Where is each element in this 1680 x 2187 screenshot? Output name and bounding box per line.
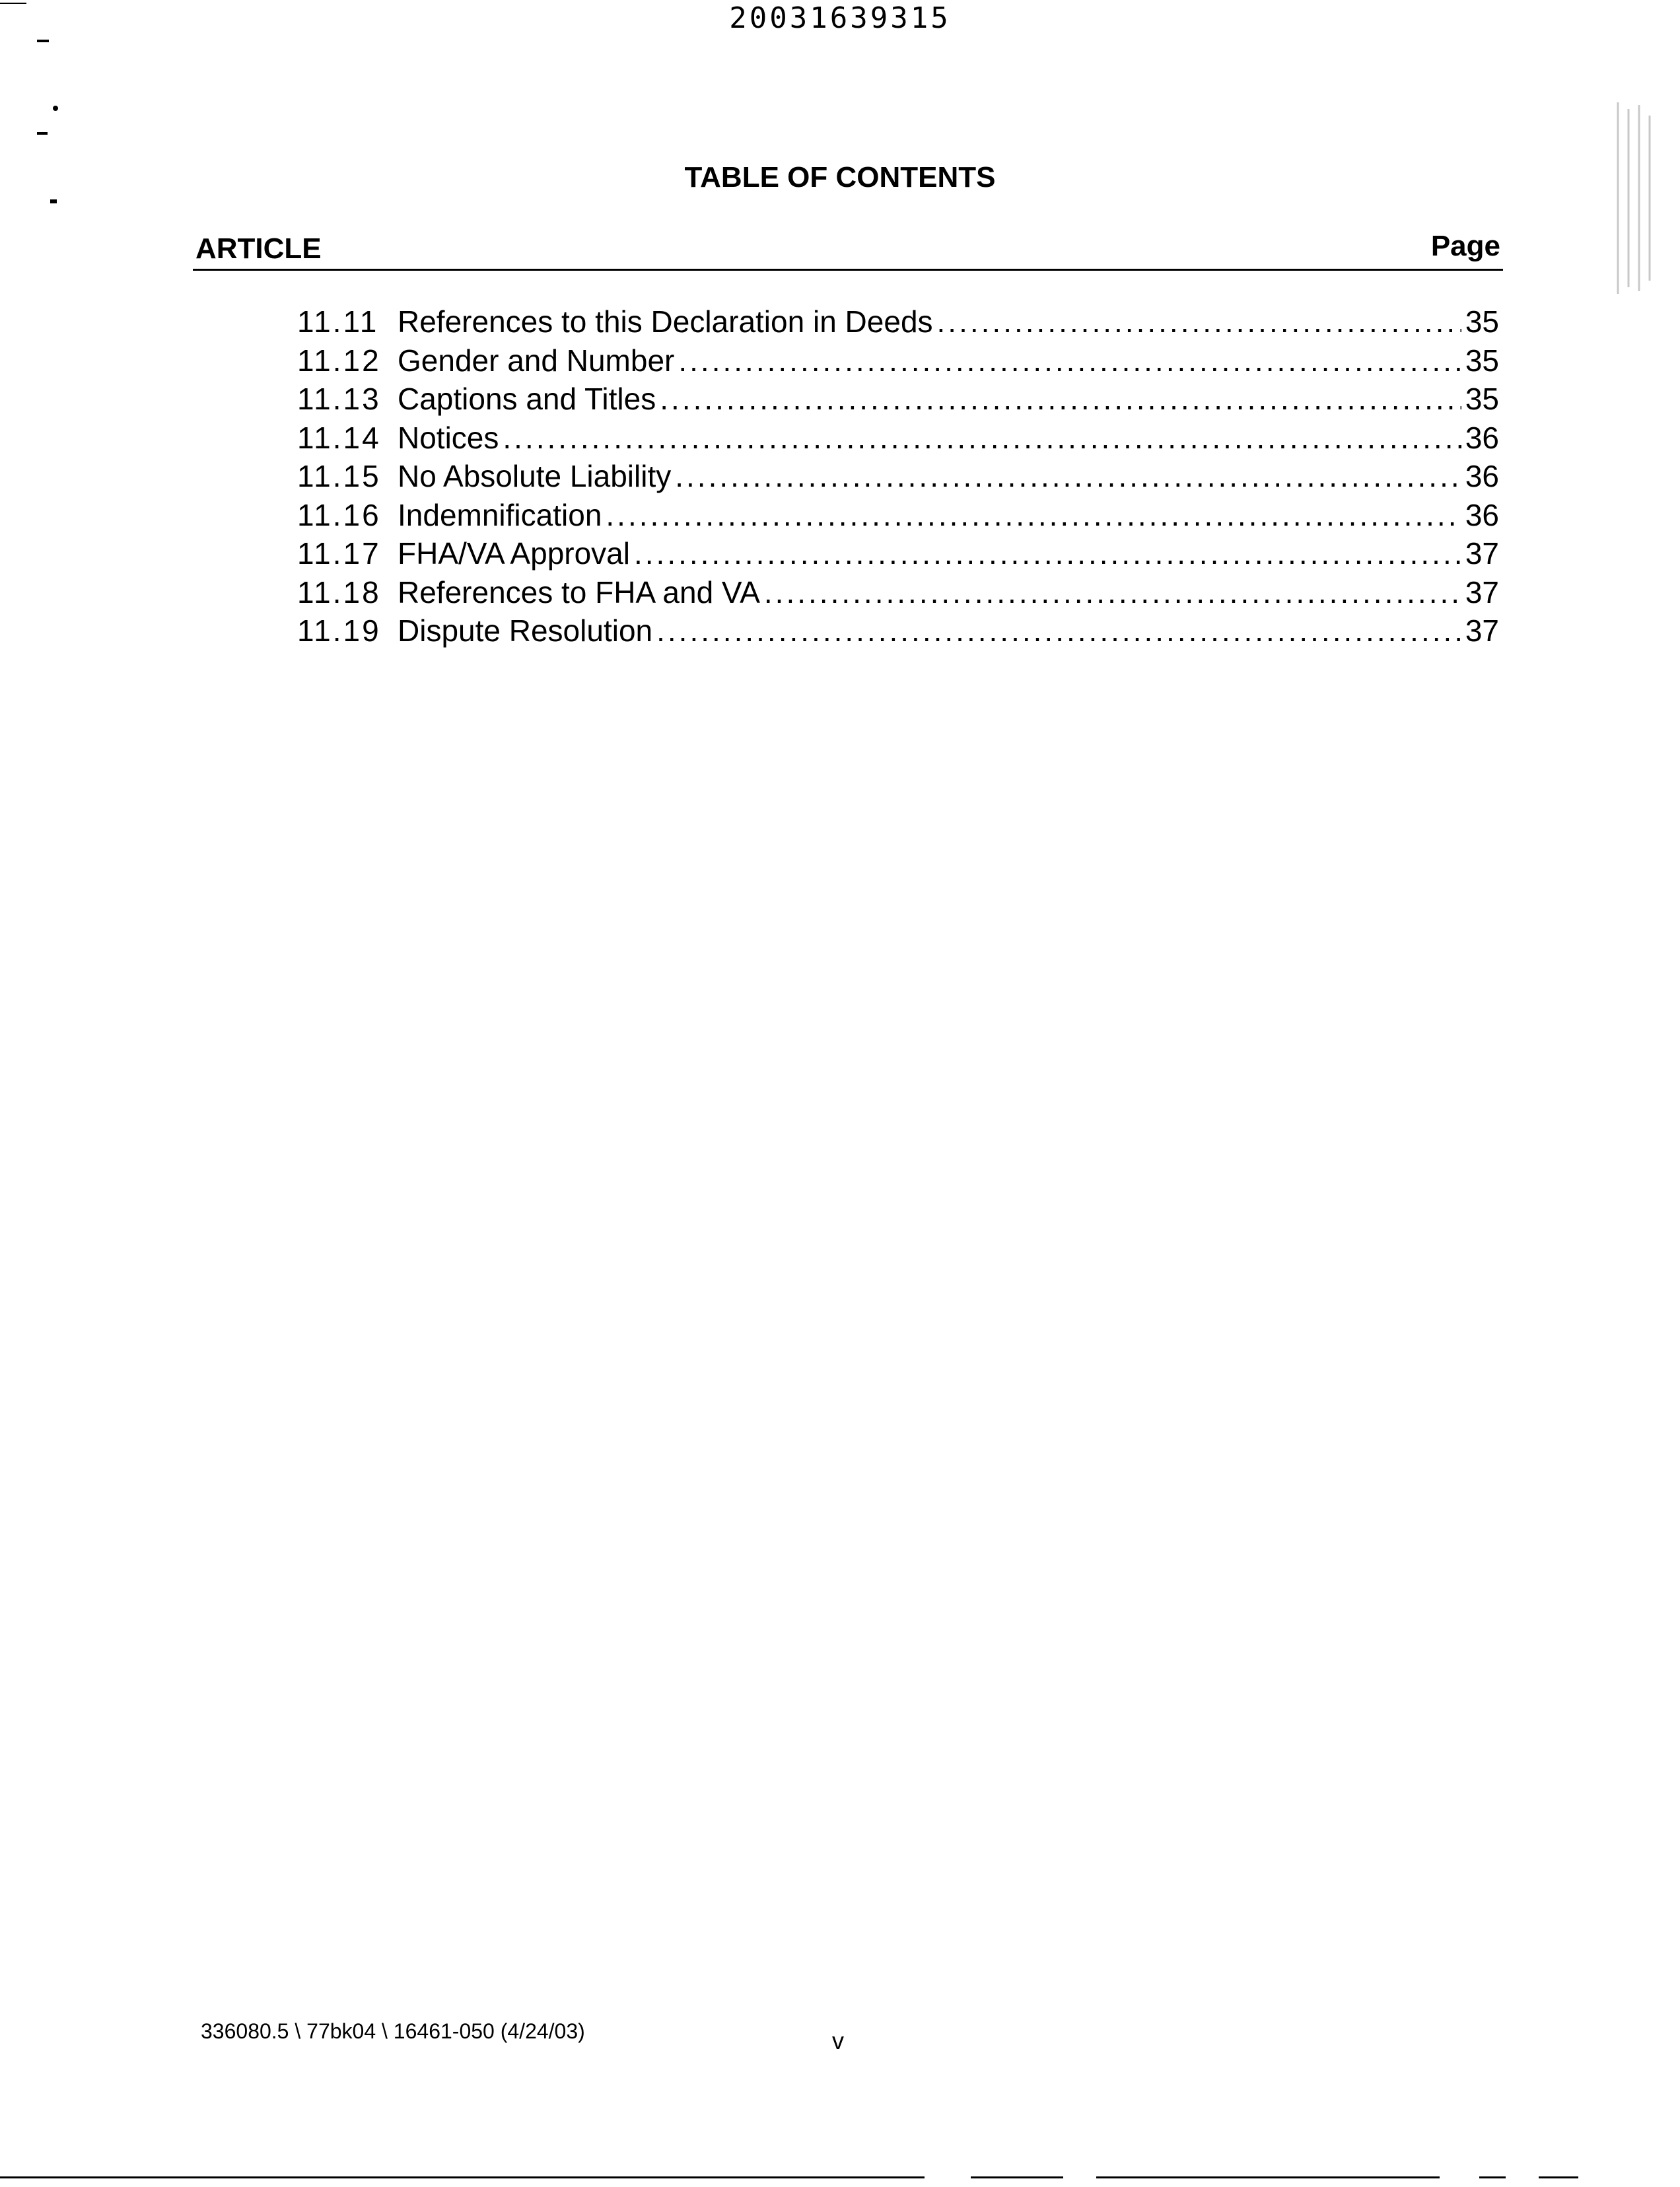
toc-entry[interactable] bbox=[297, 419, 1499, 458]
toc-entry-number: 11.11 bbox=[297, 304, 379, 339]
toc-entry-page: 37 bbox=[1465, 536, 1499, 571]
toc-entry-title: References to this Declaration in Deeds bbox=[398, 304, 933, 339]
toc-entry-title: References to FHA and VA bbox=[398, 574, 760, 609]
bottom-scan-rule bbox=[1096, 2176, 1440, 2178]
toc-entry[interactable] bbox=[297, 496, 1499, 535]
side-stamp-mark bbox=[1611, 96, 1662, 300]
toc-entry-page: 35 bbox=[1465, 304, 1499, 339]
toc-entry-number: 11.16 bbox=[297, 497, 381, 532]
scan-speck bbox=[53, 106, 58, 111]
toc-entry-number: 11.19 bbox=[297, 613, 381, 648]
toc-entry-number: 11.13 bbox=[297, 382, 381, 416]
toc-entry-page: 36 bbox=[1465, 420, 1499, 455]
toc-entry-title: Indemnification bbox=[398, 497, 602, 532]
dot-leader bbox=[764, 573, 1461, 611]
toc-entry-number: 11.18 bbox=[297, 574, 381, 609]
toc-entry[interactable] bbox=[297, 534, 1499, 573]
footer-page-number: v bbox=[832, 2027, 844, 2054]
scan-speck bbox=[0, 3, 26, 4]
toc-entry-title: Gender and Number bbox=[398, 343, 675, 378]
page-column-header: Page bbox=[1430, 230, 1500, 262]
toc-entry-page: 36 bbox=[1465, 459, 1499, 493]
dot-leader bbox=[634, 534, 1461, 573]
scan-speck bbox=[37, 40, 49, 42]
document-number: 20031639315 bbox=[729, 1, 951, 35]
dot-leader bbox=[656, 611, 1461, 650]
scan-speck bbox=[50, 199, 57, 203]
toc-entry-title: No Absolute Liability bbox=[398, 459, 672, 493]
toc-entry-page: 35 bbox=[1465, 382, 1499, 416]
bottom-scan-rule bbox=[1539, 2176, 1578, 2178]
toc-entry[interactable] bbox=[297, 341, 1499, 380]
dot-leader bbox=[937, 302, 1461, 341]
toc-entry-title: FHA/VA Approval bbox=[398, 536, 630, 571]
toc-entry-page: 36 bbox=[1465, 497, 1499, 532]
toc-list bbox=[297, 302, 1499, 650]
footer-file-code: 336080.5 \ 77bk04 \ 16461-050 (4/24/03) bbox=[201, 2019, 585, 2043]
dot-leader bbox=[678, 341, 1461, 380]
toc-entry[interactable] bbox=[297, 611, 1499, 650]
dot-leader bbox=[503, 419, 1461, 457]
toc-entry[interactable] bbox=[297, 457, 1499, 496]
bottom-scan-rule bbox=[1479, 2176, 1506, 2178]
dot-leader bbox=[660, 380, 1461, 418]
dot-leader bbox=[675, 457, 1461, 495]
toc-entry-title: Dispute Resolution bbox=[398, 613, 653, 648]
article-column-header: ARTICLE bbox=[195, 232, 322, 265]
toc-entry-number: 11.14 bbox=[297, 420, 381, 455]
toc-entry-title: Notices bbox=[398, 420, 499, 455]
bottom-scan-rule bbox=[971, 2176, 1063, 2178]
toc-entry-page: 37 bbox=[1465, 574, 1499, 609]
bottom-scan-rule bbox=[0, 2176, 925, 2178]
toc-entry-title: Captions and Titles bbox=[398, 382, 656, 416]
toc-entry[interactable] bbox=[297, 573, 1499, 612]
header-divider bbox=[193, 269, 1503, 271]
toc-heading: TABLE OF CONTENTS bbox=[684, 161, 996, 193]
toc-entry-page: 35 bbox=[1465, 343, 1499, 378]
toc-entry[interactable] bbox=[297, 380, 1499, 419]
toc-entry-number: 11.17 bbox=[297, 536, 381, 571]
dot-leader bbox=[606, 496, 1461, 534]
toc-entry[interactable] bbox=[297, 302, 1499, 341]
toc-entry-number: 11.12 bbox=[297, 343, 381, 378]
toc-entry-page: 37 bbox=[1465, 613, 1499, 648]
scan-speck bbox=[37, 132, 48, 135]
toc-entry-number: 11.15 bbox=[297, 459, 381, 493]
